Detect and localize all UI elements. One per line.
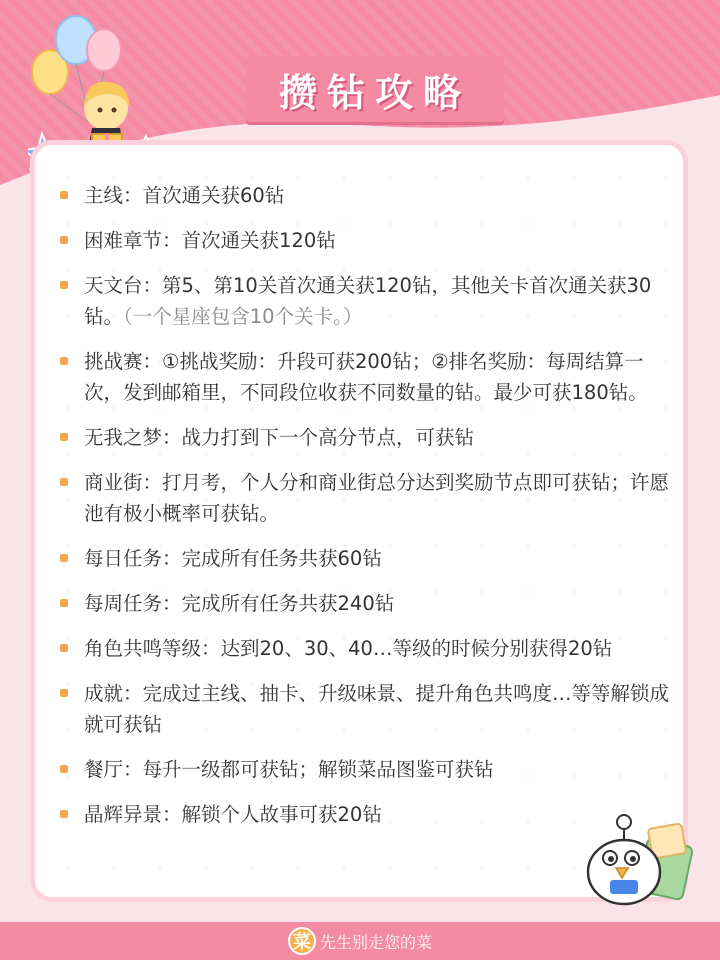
footer-text: 先生别走您的菜: [319, 932, 432, 952]
square-bullet-icon: [60, 191, 68, 199]
list-item: [52, 754, 672, 785]
list-item: [52, 799, 672, 830]
square-bullet-icon: [60, 433, 68, 441]
guide-list: [52, 180, 672, 844]
item-text: 困难章节：首次通关获120钻: [84, 229, 336, 252]
item-text: 无我之梦：战力打到下一个高分节点，可获钻: [84, 426, 475, 449]
square-bullet-icon: [60, 357, 68, 365]
list-item: [52, 678, 672, 740]
item-text: 角色共鸣等级：达到20、30、40…等级的时候分别获得20钻: [84, 637, 613, 660]
list-item: [52, 588, 672, 619]
item-text: 商业街：打月考，个人分和商业街总分达到奖励节点即可获钻；许愿池有极小概率可获钻。: [84, 471, 670, 525]
square-bullet-icon: [60, 554, 68, 562]
list-item: [52, 467, 672, 529]
page-title: 攒钻攻略: [278, 70, 471, 115]
list-item: [52, 422, 672, 453]
item-text: 主线：首次通关获60钻: [84, 184, 285, 207]
list-item: [52, 180, 672, 211]
brand-logo-icon: 菜: [288, 927, 316, 955]
item-text: 晶辉异景：解锁个人故事可获20钻: [84, 803, 382, 826]
square-bullet-icon: [60, 281, 68, 289]
square-bullet-icon: [60, 236, 68, 244]
list-item: [52, 633, 672, 664]
item-text: 餐厅：每升一级都可获钻；解锁菜品图鉴可获钻: [84, 758, 494, 781]
square-bullet-icon: [60, 599, 68, 607]
square-bullet-icon: [60, 644, 68, 652]
item-note: （一个星座包含10个关卡。）: [123, 305, 363, 328]
chibi-bird-mascot-icon: [580, 808, 696, 912]
list-item: [52, 346, 672, 408]
item-text: 天文台：第5、第10关首次通关获120钻，其他关卡首次通关获30钻。: [84, 274, 652, 328]
square-bullet-icon: [60, 765, 68, 773]
list-item: [52, 225, 672, 256]
item-text: 挑战赛：①挑战奖励：升段可获200钻；②排名奖励：每周结算一次，发到邮箱里，不同段位收获不同数量的钻。最少可获180钻。: [84, 350, 648, 404]
item-text: 每周任务：完成所有任务共获240钻: [84, 592, 395, 615]
square-bullet-icon: [60, 810, 68, 818]
list-item: [52, 543, 672, 574]
square-bullet-icon: [60, 478, 68, 486]
footer-bar: [0, 922, 720, 960]
list-item: [52, 270, 672, 332]
item-text: 成就：完成过主线、抽卡、升级味景、提升角色共鸣度…等等解锁成就可获钻: [84, 682, 670, 736]
square-bullet-icon: [60, 689, 68, 697]
title-banner: [246, 56, 504, 122]
item-text: 每日任务：完成所有任务共获60钻: [84, 547, 382, 570]
